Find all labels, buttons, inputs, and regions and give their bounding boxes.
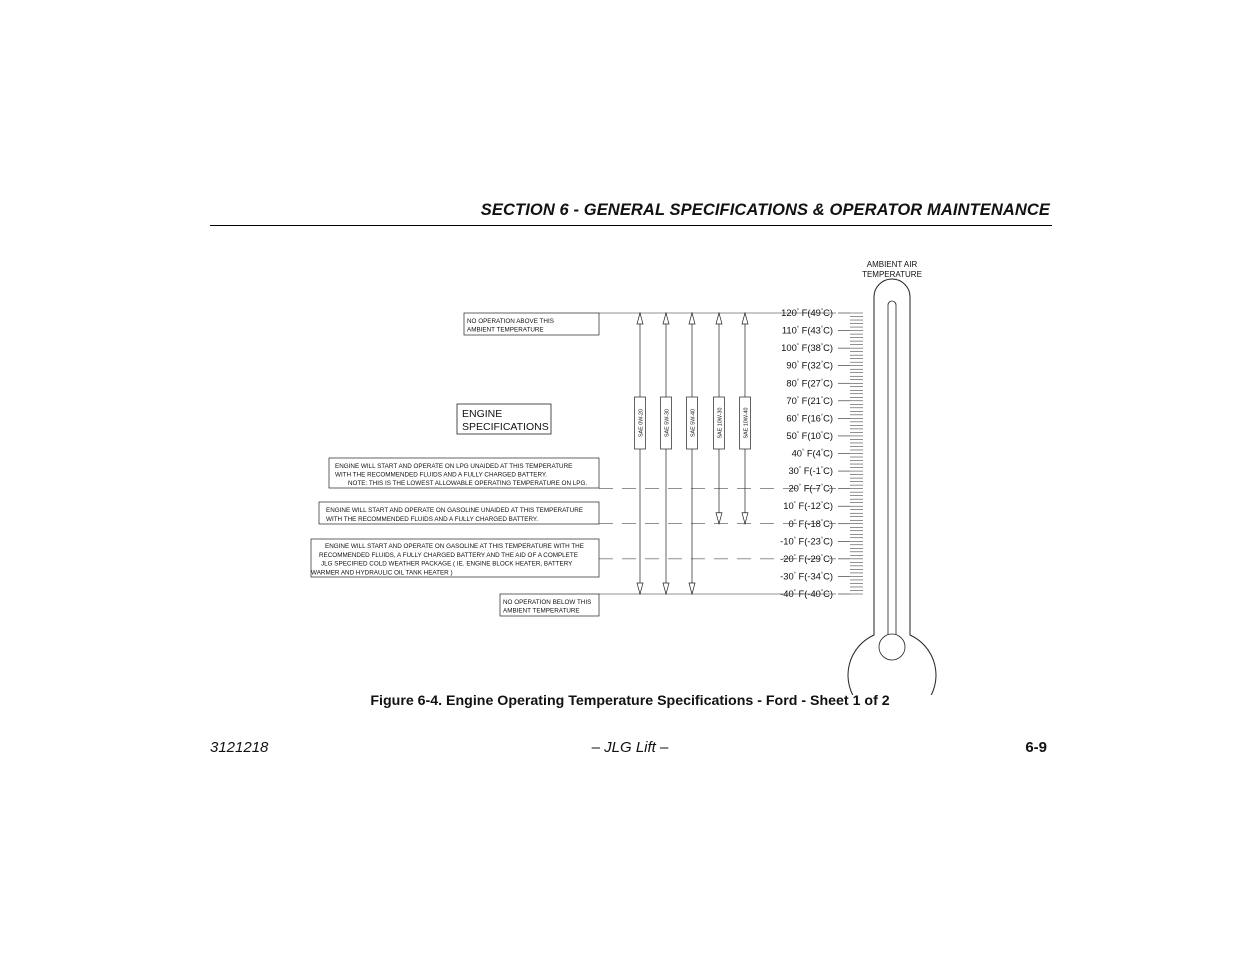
temperature-label: 60° F(16°C) [786,412,833,424]
section-title: SECTION 6 - GENERAL SPECIFICATIONS & OPERATOR MAINTENANCE [480,201,1050,219]
note-lpg-line: NOTE: THIS IS THE LOWEST ALLOWABLE OPERATING TEMPERATURE ON LPG. [348,480,588,487]
temperature-label: 80° F(27°C) [786,377,833,389]
oil-grade-min-arrow [716,513,722,524]
temperature-label: 110° F(43°C) [781,324,833,336]
note-gasoline-unaided-line: ENGINE WILL START AND OPERATE ON GASOLINE UNAIDED AT THIS TEMPERATURE [326,507,583,514]
oil-grade-label: SAE 5W-30 [664,408,671,438]
thermometer-outline [848,279,936,695]
oil-grade-min-arrow [689,583,695,594]
thermometer-bulb [879,634,905,660]
thermometer-title-line: AMBIENT AIR [866,260,918,269]
oil-grade-min-arrow [637,583,643,594]
note-gasoline-aided-line: WARMER AND HYDRAULIC OIL TANK HEATER ) [311,569,453,577]
oil-grade-label: SAE 10W-40 [743,407,750,439]
page-number: 6-9 [1025,739,1047,756]
temperature-label: 10° F(-12°C) [783,500,833,512]
oil-grade-max-arrow [637,313,643,324]
oil-grade-min-arrow [663,583,669,594]
note-gasoline-aided-line: JLG SPECIFIED COLD WEATHER PACKAGE ( IE. ENGINE BLOCK HEATER, BATTERY [321,560,573,568]
thermometer-title-line: TEMPERATURE [862,270,922,279]
temperature-label: 100° F(38°C) [781,342,833,354]
temperature-label: 70° F(21°C) [786,394,833,406]
temperature-label: 30° F(-1°C) [788,465,833,477]
note-gasoline-aided-line: RECOMMENDED FLUIDS, A FULLY CHARGED BATTERY AND THE AID OF A COMPLETE [319,551,578,559]
figure-caption: Figure 6-4. Engine Operating Temperature Specifications - Ford - Sheet 1 of 2 [370,693,890,709]
oil-grade-max-arrow [689,313,695,324]
temperature-chart-svg [300,250,960,695]
temperature-label: 0° F(-18°C) [788,517,833,529]
temperature-label: -10° F(-23°C) [780,535,833,547]
footer-brand: – JLG Lift – [591,739,669,756]
oil-grade-min-arrow [742,513,748,524]
temperature-label: -30° F(-34°C) [780,570,833,582]
temperature-label: -20° F(-29°C) [780,552,833,564]
thermometer-inner-tube [888,301,896,635]
oil-grade-max-arrow [742,313,748,324]
note-lpg-line: ENGINE WILL START AND OPERATE ON LPG UNAIDED AT THIS TEMPERATURE [335,463,573,470]
header-rule [210,225,1052,226]
note-gasoline-unaided-line: WITH THE RECOMMENDED FLUIDS AND A FULLY CHARGED BATTERY. [326,516,539,523]
engine-specs-label-line: ENGINE [462,408,503,420]
temperature-label: 120° F(49°C) [781,307,833,318]
temperature-label: 20° F(-7°C) [788,482,833,494]
doc-number: 3121218 [210,739,269,756]
note-no-operation-above-line: NO OPERATION ABOVE THIS [467,318,554,325]
note-no-operation-below-line: AMBIENT TEMPERATURE [503,607,580,615]
note-lpg-line: WITH THE RECOMMENDED FLUIDS AND A FULLY CHARGED BATTERY. [335,471,548,479]
temperature-label: 40° F(4°C) [791,447,833,459]
note-no-operation-above-line: AMBIENT TEMPERATURE [467,326,544,334]
note-gasoline-aided-line: ENGINE WILL START AND OPERATE ON GASOLINE AT THIS TEMPERATURE WITH THE [325,543,584,550]
oil-grade-label: SAE 10W-30 [717,407,724,439]
oil-grade-label: SAE 0W-20 [638,408,645,438]
temperature-label: 90° F(32°C) [786,359,833,371]
temperature-label: -40° F(-40°C) [780,588,833,599]
engine-temperature-figure [300,250,960,695]
oil-grade-max-arrow [716,313,722,324]
engine-specs-label-line: SPECIFICATIONS [462,421,549,433]
note-no-operation-below-line: NO OPERATION BELOW THIS [503,599,592,606]
oil-grade-max-arrow [663,313,669,324]
oil-grade-label: SAE 5W-40 [690,408,697,438]
temperature-label: 50° F(10°C) [786,429,833,441]
